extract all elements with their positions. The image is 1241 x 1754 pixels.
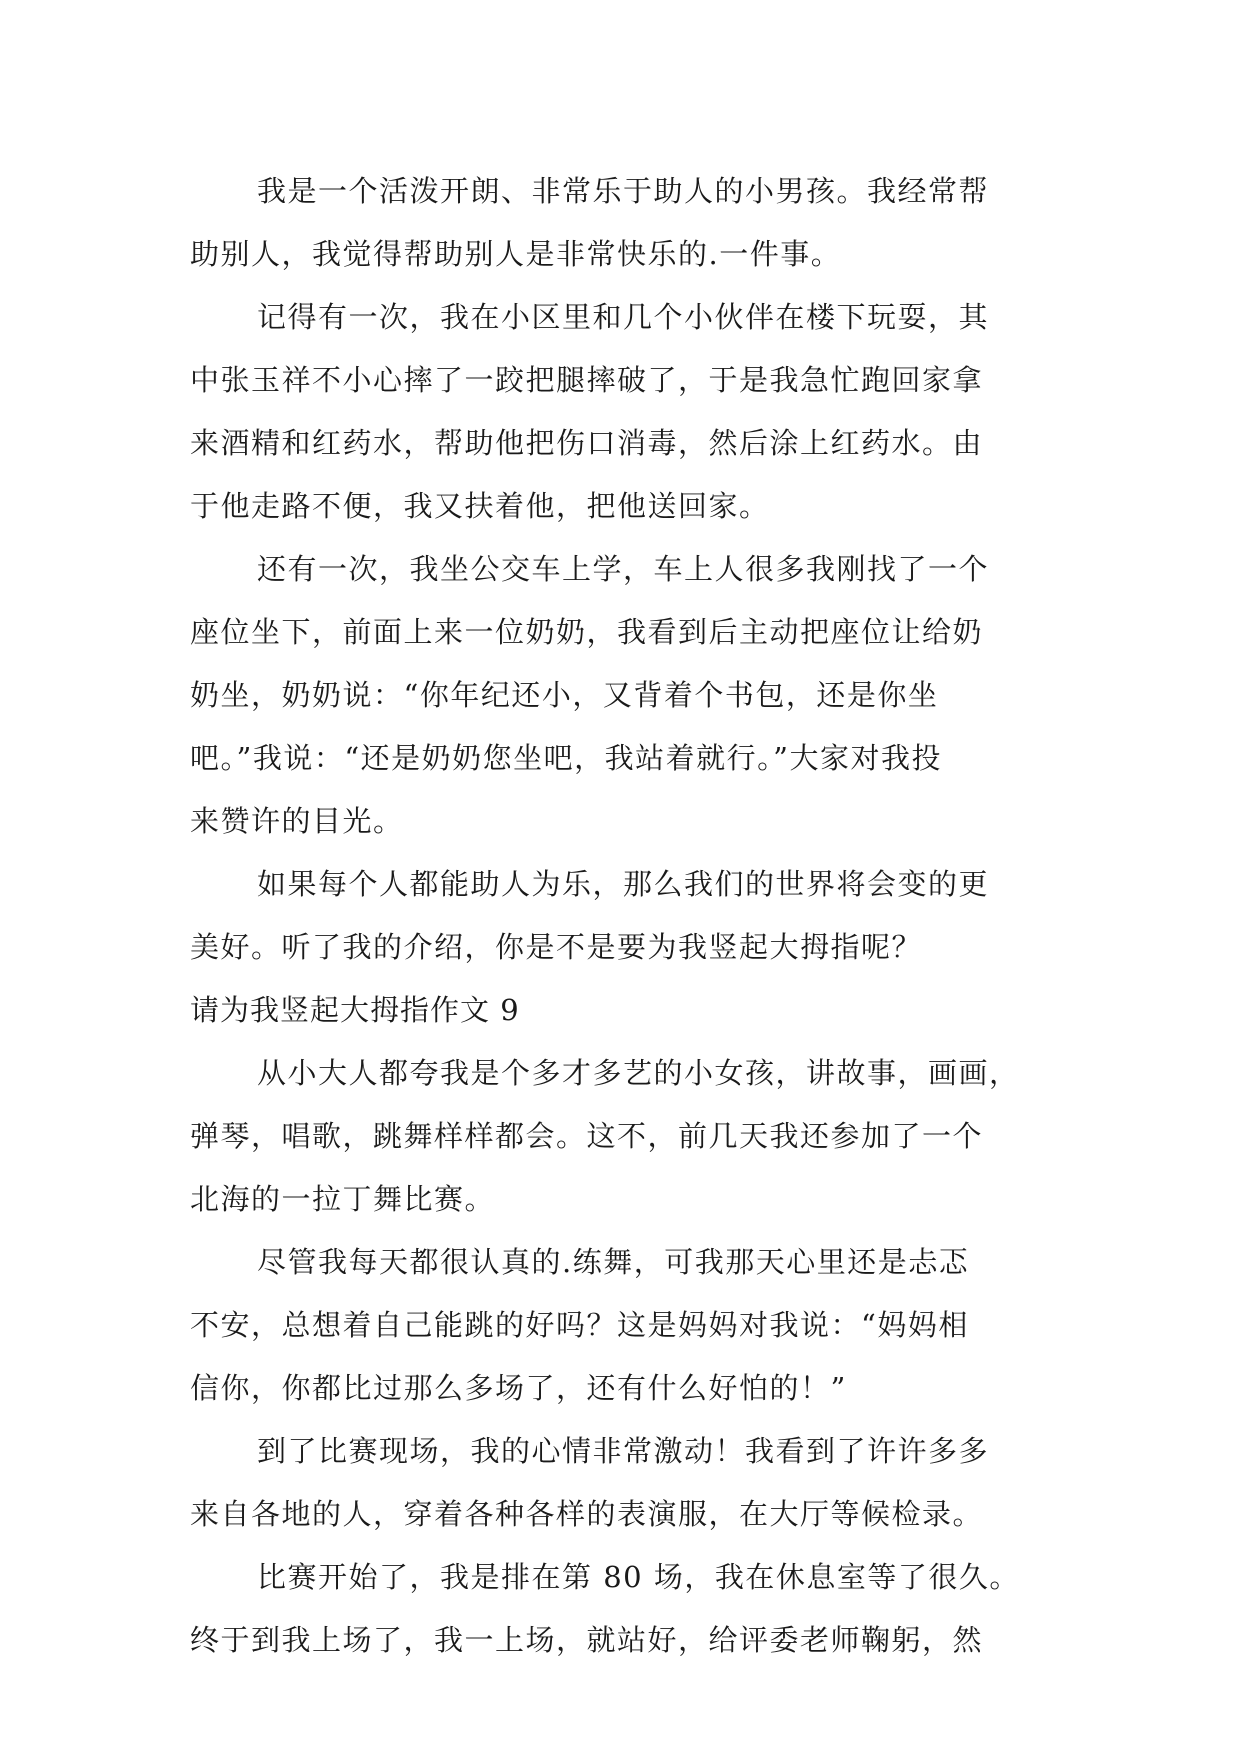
text-line: 来赞许的目光。: [190, 804, 404, 838]
text-line: 来自各地的人，穿着各种各样的表演服，在大厅等候检录。: [190, 1497, 984, 1531]
text-line: 于他走路不便，我又扶着他，把他送回家。: [190, 489, 770, 523]
text-line: 美好。听了我的介绍，你是不是要为我竖起大拇指呢？: [190, 930, 923, 964]
text-line: 奶坐，奶奶说：“你年纪还小，又背着个书包，还是你坐: [190, 678, 939, 712]
text-line: 我是一个活泼开朗、非常乐于助人的小男孩。我经常帮: [257, 174, 990, 208]
text-line: 吧。”我说：“还是奶奶您坐吧，我站着就行。”大家对我投: [190, 741, 942, 775]
text-line: 到了比赛现场，我的心情非常激动！我看到了许许多多: [257, 1434, 990, 1468]
text-line: 助别人，我觉得帮助别人是非常快乐的.一件事。: [190, 237, 842, 271]
text-line: 座位坐下，前面上来一位奶奶，我看到后主动把座位让给奶: [190, 615, 984, 649]
text-line: 从小大人都夸我是个多才多艺的小女孩，讲故事，画画，: [257, 1056, 1020, 1090]
document-body: [190, 160, 1056, 1672]
text-line: 终于到我上场了，我一上场，就站好，给评委老师鞠躬，然: [190, 1623, 984, 1657]
text-line: 尽管我每天都很认真的.练舞，可我那天心里还是忐忑: [257, 1245, 970, 1279]
text-line: 记得有一次，我在小区里和几个小伙伴在楼下玩耍，其: [257, 300, 990, 334]
text-line: 弹琴，唱歌，跳舞样样都会。这不，前几天我还参加了一个: [190, 1119, 984, 1153]
section-title: 请为我竖起大拇指作文 9: [190, 993, 520, 1027]
text-line: 北海的一拉丁舞比赛。: [190, 1182, 496, 1216]
text-line: 如果每个人都能助人为乐，那么我们的世界将会变的更: [257, 867, 990, 901]
text-line: 信你，你都比过那么多场了，还有什么好怕的！”: [190, 1371, 847, 1405]
text-line: 比赛开始了，我是排在第 80 场，我在休息室等了很久。: [257, 1560, 1020, 1594]
text-line: 来酒精和红药水，帮助他把伤口消毒，然后涂上红药水。由: [190, 426, 984, 460]
text-line: 不安，总想着自己能跳的好吗？这是妈妈对我说：“妈妈相: [190, 1308, 969, 1342]
text-line: 中张玉祥不小心摔了一跤把腿摔破了，于是我急忙跑回家拿: [190, 363, 984, 397]
text-line: 还有一次，我坐公交车上学，车上人很多我刚找了一个: [257, 552, 990, 586]
